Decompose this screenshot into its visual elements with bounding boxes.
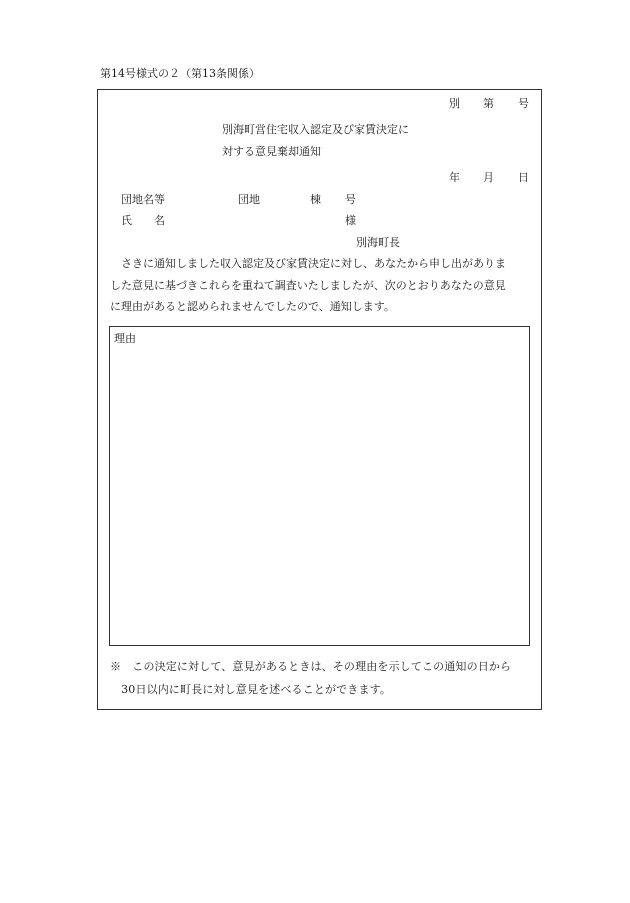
footnote-line-2: 30日以内に町長に対し意見を述べることができます。	[110, 683, 392, 696]
reason-box	[109, 326, 530, 646]
notice-title-line2: 対する意見棄却通知	[222, 145, 321, 158]
date-day: 日	[518, 171, 529, 184]
sender-mayor: 別海町長	[356, 236, 400, 249]
number-gou: 号	[518, 97, 529, 110]
body-line-2: した意見に基づきこれらを重ねて調査いたしましたが、次のとおりあなたの意見	[110, 279, 506, 292]
date-year: 年	[449, 171, 460, 184]
number-prefix: 別	[449, 97, 460, 110]
address-label: 団地名等	[121, 193, 165, 206]
address-tou: 棟	[310, 193, 321, 206]
address-gou: 号	[345, 193, 356, 206]
body-line-1: さきに通知しました収入認定及び家賃決定に対し、あなたから申し出がありま	[110, 257, 506, 270]
notice-title-line1: 別海町営住宅収入認定及び家賃決定に	[222, 123, 409, 136]
address-danchi: 団地	[238, 193, 260, 206]
footnote-line-1: ※ この決定に対して、意見があるときは、その理由を示してこの通知の日から	[110, 660, 512, 673]
form-number-label: 第14号様式の２（第13条関係）	[100, 67, 260, 80]
reason-label: 理由	[114, 332, 136, 345]
number-dai: 第	[483, 97, 494, 110]
date-month: 月	[483, 171, 494, 184]
name-sama: 様	[345, 214, 356, 227]
name-label: 氏 名	[121, 214, 165, 227]
body-line-3: に理由があると認められませんでしたので、通知します。	[110, 300, 395, 313]
